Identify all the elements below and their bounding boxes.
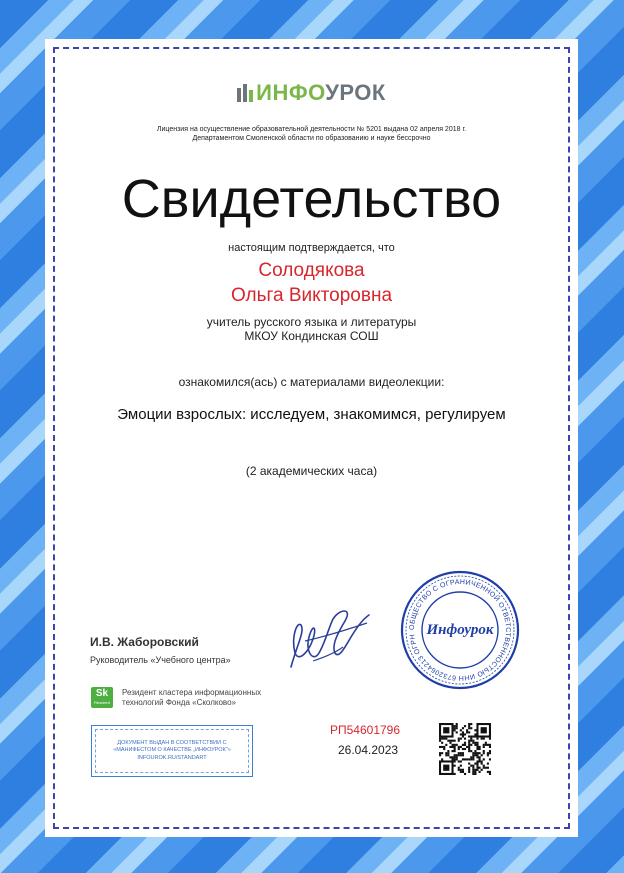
confirm-text: настоящим подтверждается, что <box>228 242 395 254</box>
position-line-1: учитель русского языка и литературы <box>206 315 417 329</box>
license-text <box>45 125 578 143</box>
skolkovo-badge-sub: Resident <box>94 700 110 705</box>
signature-image <box>283 597 373 682</box>
familiar-text: ознакомился(ась) с материалами видеолекции: <box>178 375 445 389</box>
certificate-sheet <box>45 39 578 837</box>
recipient-surname: Солодякова <box>258 260 365 281</box>
stamp-ring-text: ОБЩЕСТВО С ОГРАНИЧЕННОЙ ОТВЕТСТВЕННОСТЬЮ ИНН 6732064213 ОГРН <box>408 578 512 682</box>
infourok-logo <box>45 80 578 106</box>
certificate-title: Свидетельство <box>121 169 502 229</box>
skolkovo-line-2: технологий Фонда «Сколково» <box>122 698 236 707</box>
license-line-1: Лицензия на осуществление образовательной деятельности № 5201 выдана 02 апреля 2018 г. <box>156 126 467 133</box>
position-line-2: МКОУ Кондинская СОШ <box>244 329 379 343</box>
director-role: Руководитель «Учебного центра» <box>90 655 231 665</box>
issue-date: 26.04.2023 <box>338 743 399 757</box>
skolkovo-badge-icon <box>91 687 113 708</box>
manifest-line-1: ДОКУМЕНТ ВЫДАН В СООТВЕТСТВИИ С <box>117 739 227 746</box>
course-title: Эмоции взрослых: исследуем, знакомимся, регулируем <box>117 406 506 423</box>
dashed-border <box>53 47 570 829</box>
director-name: И.В. Жаборовский <box>90 635 199 649</box>
skolkovo-line-1: Резидент кластера информационных <box>122 688 262 697</box>
skolkovo-badge-text: Sk <box>95 688 109 699</box>
manifest-line-2: «МАНИФЕСТОМ О КАЧЕСТВЕ „ИНФОУРОК"» <box>113 747 231 754</box>
company-stamp <box>399 569 521 696</box>
logo-mark-icon <box>237 84 253 102</box>
logo-text: ИНФОУРОК <box>256 80 386 105</box>
hours-text: (2 академических часа) <box>245 464 378 478</box>
manifest-line-3: INFOUROK.RU/STANDART <box>137 754 207 761</box>
license-line-2: Департаментом Смоленской области по образованию и науке бессрочно <box>192 135 431 142</box>
qr-code-icon <box>439 723 491 780</box>
registration-number: РП54601796 <box>330 723 401 737</box>
manifest-box <box>91 725 253 777</box>
recipient-name: Ольга Викторовна <box>230 285 393 306</box>
stamp-center-text: Инфоурок <box>426 622 494 638</box>
skolkovo-text <box>122 688 261 708</box>
